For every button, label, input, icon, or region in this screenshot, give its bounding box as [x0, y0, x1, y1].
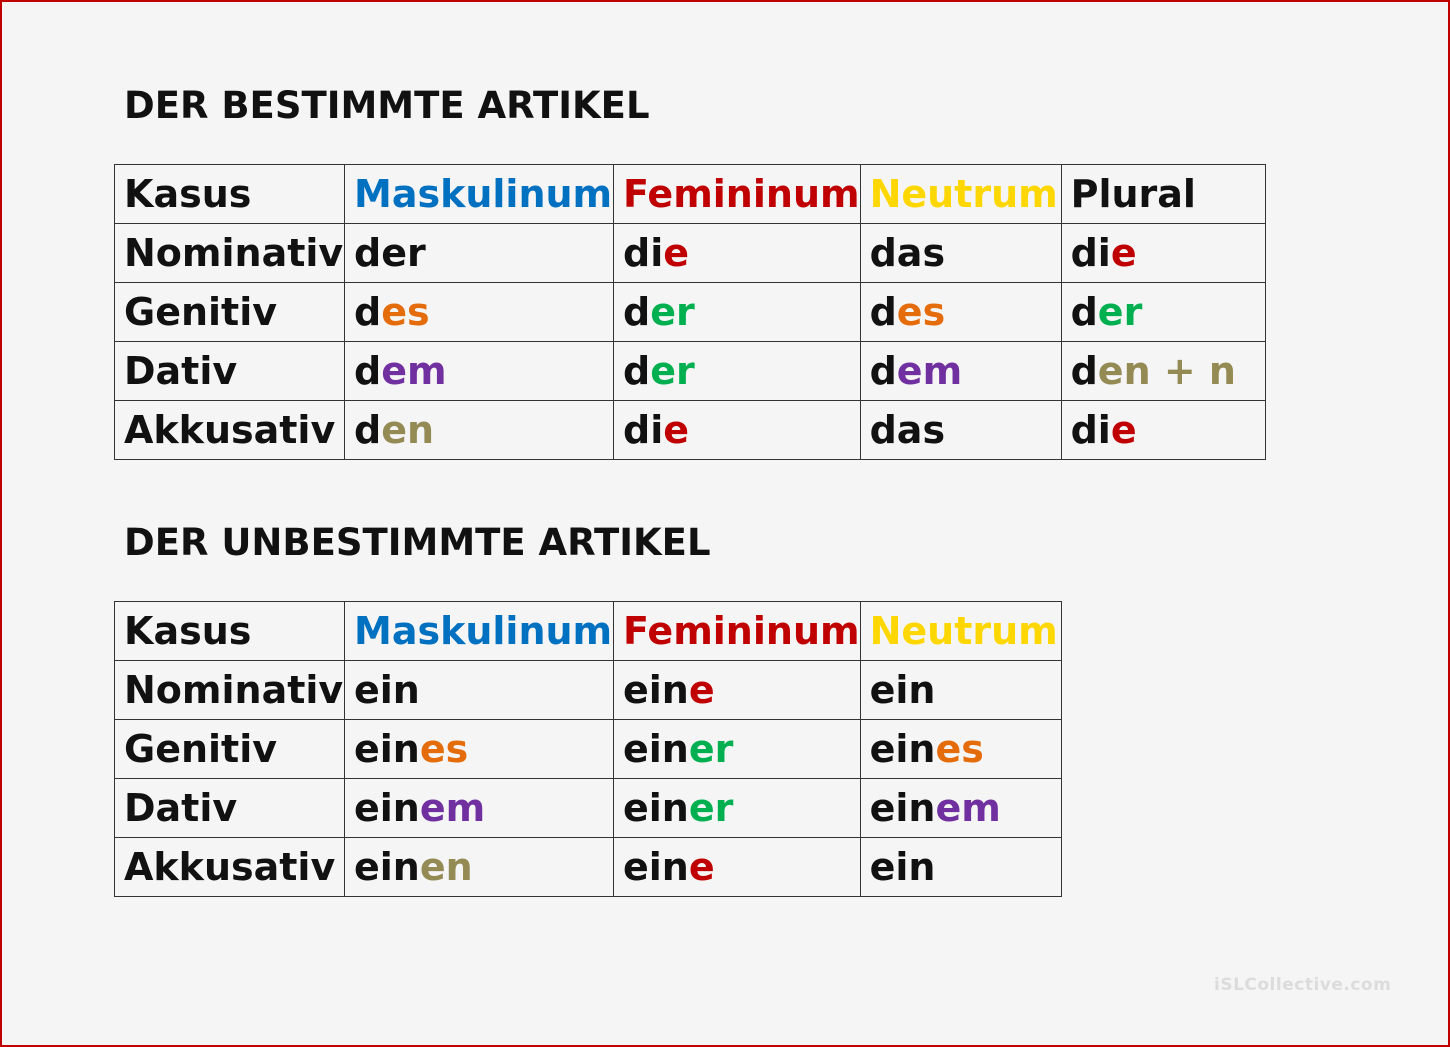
case-label: Akkusativ: [115, 838, 345, 897]
article-stem: ein: [623, 845, 689, 889]
row-genitiv: [115, 720, 1062, 779]
indefinite-article-table: [114, 601, 1062, 897]
article-stem: d: [354, 349, 382, 393]
article-form: [614, 720, 861, 779]
article-stem: der: [354, 231, 426, 275]
case-label: Genitiv: [115, 720, 345, 779]
article-stem: ein: [354, 786, 420, 830]
row-genitiv: [115, 283, 1266, 342]
article-form: [860, 224, 1061, 283]
article-ending: em: [419, 786, 486, 830]
article-ending: em: [935, 786, 1001, 830]
article-form: [1061, 283, 1265, 342]
article-form: [345, 720, 614, 779]
watermark-text: iSLCollective.com: [1214, 975, 1392, 995]
article-stem: d: [1070, 290, 1098, 334]
case-label: Nominativ: [115, 224, 345, 283]
header-neutrum: Neutrum: [860, 165, 1061, 224]
article-form: [345, 342, 614, 401]
row-dativ: [115, 342, 1266, 401]
article-stem: ein: [354, 668, 420, 712]
article-form: [614, 342, 861, 401]
header-femininum: Femininum: [614, 602, 861, 661]
article-form: [614, 401, 861, 460]
article-stem: ein: [623, 786, 689, 830]
article-stem: das: [869, 231, 946, 275]
article-ending: es: [896, 290, 946, 334]
article-stem: d: [1070, 349, 1098, 393]
article-form: [345, 661, 614, 720]
case-label: Akkusativ: [115, 401, 345, 460]
header-neutrum: Neutrum: [860, 602, 1061, 661]
article-form: [860, 661, 1061, 720]
article-stem: d: [354, 290, 382, 334]
article-ending: er: [688, 786, 734, 830]
article-stem: ein: [354, 845, 420, 889]
article-ending: en + n: [1097, 349, 1236, 393]
article-form: [860, 779, 1061, 838]
article-stem: ein: [869, 845, 936, 889]
article-ending: em: [896, 349, 963, 393]
article-form: [614, 283, 861, 342]
row-dativ: [115, 779, 1062, 838]
article-stem: das: [869, 408, 946, 452]
article-ending: e: [688, 845, 715, 889]
header-maskulinum: Maskulinum: [345, 165, 614, 224]
article-stem: d: [623, 349, 651, 393]
article-ending: e: [1110, 408, 1137, 452]
header-kasus: Kasus: [115, 165, 345, 224]
row-nominativ: [115, 224, 1266, 283]
article-stem: d: [869, 349, 897, 393]
article-form: [860, 720, 1061, 779]
article-ending: er: [1097, 290, 1143, 334]
article-form: [345, 779, 614, 838]
article-stem: di: [623, 231, 664, 275]
article-ending: er: [650, 349, 695, 393]
header-row: [115, 602, 1062, 661]
article-form: [1061, 342, 1265, 401]
article-stem: ein: [623, 668, 689, 712]
article-ending: e: [688, 668, 715, 712]
header-plural: Plural: [1061, 165, 1265, 224]
article-form: [345, 283, 614, 342]
article-ending: e: [1110, 231, 1137, 275]
row-nominativ: [115, 661, 1062, 720]
article-ending: em: [381, 349, 447, 393]
article-stem: ein: [869, 727, 936, 771]
article-ending: er: [650, 290, 695, 334]
article-stem: ein: [869, 668, 936, 712]
definite-article-title: DER BESTIMMTE ARTIKEL: [124, 84, 650, 127]
article-stem: ein: [354, 727, 420, 771]
header-maskulinum: Maskulinum: [345, 602, 614, 661]
article-ending: e: [663, 408, 690, 452]
article-form: [614, 224, 861, 283]
definite-article-table: [114, 164, 1266, 460]
article-form: [860, 401, 1061, 460]
header-row: [115, 165, 1266, 224]
article-form: [345, 838, 614, 897]
article-form: [860, 342, 1061, 401]
article-stem: d: [869, 290, 897, 334]
article-form: [1061, 401, 1265, 460]
article-stem: ein: [623, 727, 689, 771]
case-label: Nominativ: [115, 661, 345, 720]
header-kasus: Kasus: [115, 602, 345, 661]
article-stem: di: [623, 408, 664, 452]
article-ending: es: [381, 290, 430, 334]
article-form: [614, 838, 861, 897]
article-ending: en: [419, 845, 473, 889]
article-ending: e: [663, 231, 690, 275]
article-stem: di: [1070, 408, 1111, 452]
case-label: Dativ: [115, 779, 345, 838]
article-form: [860, 838, 1061, 897]
article-stem: d: [623, 290, 651, 334]
article-form: [345, 224, 614, 283]
case-label: Dativ: [115, 342, 345, 401]
case-label: Genitiv: [115, 283, 345, 342]
article-ending: er: [688, 727, 734, 771]
article-ending: es: [419, 727, 469, 771]
article-stem: d: [354, 408, 382, 452]
indefinite-article-title: DER UNBESTIMMTE ARTIKEL: [124, 521, 711, 564]
article-form: [614, 661, 861, 720]
article-form: [860, 283, 1061, 342]
header-femininum: Femininum: [614, 165, 861, 224]
article-ending: en: [381, 408, 435, 452]
row-akkusativ: [115, 838, 1062, 897]
article-form: [345, 401, 614, 460]
article-stem: ein: [869, 786, 936, 830]
article-form: [614, 779, 861, 838]
row-akkusativ: [115, 401, 1266, 460]
article-stem: di: [1070, 231, 1111, 275]
article-ending: es: [935, 727, 984, 771]
article-form: [1061, 224, 1265, 283]
